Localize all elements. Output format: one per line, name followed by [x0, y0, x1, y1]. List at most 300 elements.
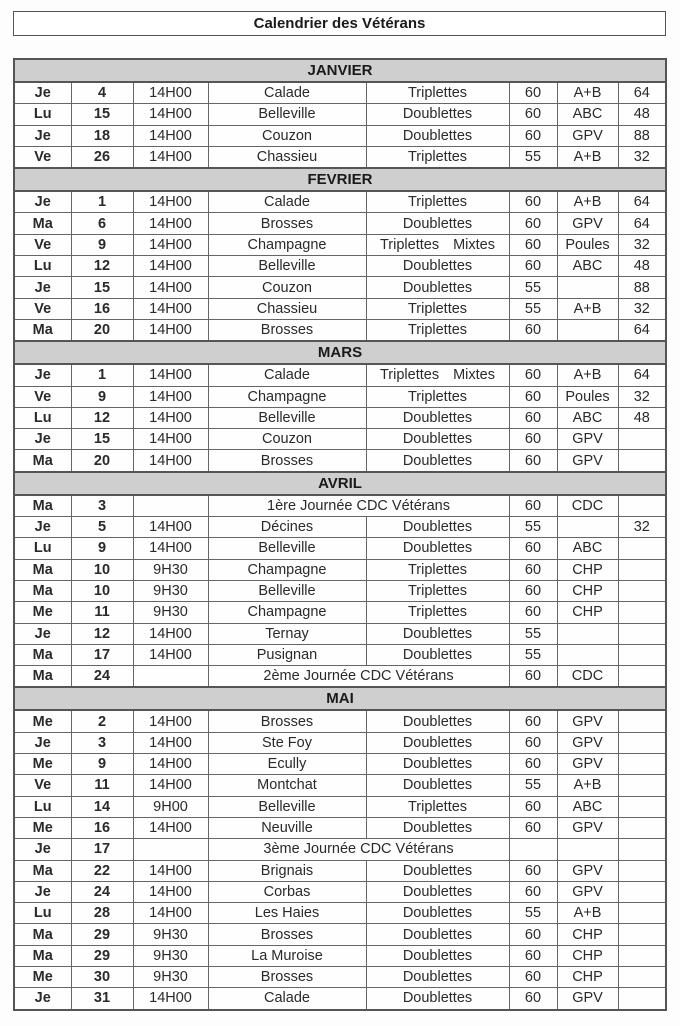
age-category-cell: 55: [509, 623, 557, 644]
day-cell: Ma: [14, 860, 71, 881]
type-cell: Doublettes: [366, 256, 509, 277]
event-row: [14, 775, 666, 796]
teams-cell: [618, 732, 666, 753]
type-cell: Doublettes: [366, 644, 509, 665]
type-cell: Doublettes: [366, 881, 509, 902]
age-category-cell: 60: [509, 450, 557, 472]
format-cell: GPV: [557, 881, 618, 902]
type-cell: Triplettes: [366, 602, 509, 623]
date-cell: 31: [71, 988, 133, 1010]
teams-cell: 48: [618, 104, 666, 125]
age-category-cell: 60: [509, 234, 557, 255]
day-cell: Ve: [14, 775, 71, 796]
age-category-cell: 60: [509, 429, 557, 450]
type-cell: Doublettes: [366, 710, 509, 732]
date-cell: 15: [71, 104, 133, 125]
date-cell: 9: [71, 234, 133, 255]
type-cell: Doublettes: [366, 903, 509, 924]
date-cell: 3: [71, 495, 133, 517]
day-cell: Ma: [14, 213, 71, 234]
day-cell: Je: [14, 881, 71, 902]
time-cell: 14H00: [133, 213, 208, 234]
month-header-row: [14, 59, 666, 82]
teams-cell: [618, 860, 666, 881]
calendar-table: [13, 58, 667, 1011]
time-cell: 14H00: [133, 644, 208, 665]
format-cell: CHP: [557, 924, 618, 945]
type-cell: Doublettes: [366, 517, 509, 538]
event-row: [14, 559, 666, 580]
date-cell: 30: [71, 966, 133, 987]
age-category-cell: 60: [509, 966, 557, 987]
type-cell: Doublettes: [366, 988, 509, 1010]
event-row: [14, 580, 666, 601]
day-cell: Je: [14, 623, 71, 644]
time-cell: 14H00: [133, 623, 208, 644]
teams-cell: [618, 754, 666, 775]
type-cell: Doublettes: [366, 450, 509, 472]
date-cell: 18: [71, 125, 133, 146]
teams-cell: [618, 966, 666, 987]
age-category-cell: 60: [509, 125, 557, 146]
teams-cell: [618, 429, 666, 450]
format-cell: Poules: [557, 234, 618, 255]
place-cell: Ternay: [208, 623, 366, 644]
day-cell: Me: [14, 817, 71, 838]
teams-cell: 32: [618, 386, 666, 407]
type-cell: Triplettes Mixtes: [366, 234, 509, 255]
format-cell: A+B: [557, 364, 618, 386]
time-cell: 14H00: [133, 710, 208, 732]
date-cell: 6: [71, 213, 133, 234]
time-cell: 9H30: [133, 966, 208, 987]
type-cell: Triplettes: [366, 191, 509, 213]
day-cell: Lu: [14, 407, 71, 428]
type-cell: Triplettes: [366, 580, 509, 601]
time-cell: 14H00: [133, 817, 208, 838]
month-name: FEVRIER: [14, 168, 666, 191]
day-cell: Ve: [14, 234, 71, 255]
day-cell: Lu: [14, 104, 71, 125]
place-cell: Montchat: [208, 775, 366, 796]
day-cell: Ma: [14, 559, 71, 580]
format-cell: CHP: [557, 966, 618, 987]
date-cell: 3: [71, 732, 133, 753]
time-cell: 14H00: [133, 125, 208, 146]
time-cell: [133, 666, 208, 688]
age-category-cell: 60: [509, 945, 557, 966]
day-cell: Me: [14, 966, 71, 987]
day-cell: Ma: [14, 580, 71, 601]
age-category-cell: 60: [509, 256, 557, 277]
format-cell: CHP: [557, 580, 618, 601]
time-cell: 14H00: [133, 429, 208, 450]
teams-cell: 32: [618, 298, 666, 319]
format-cell: [557, 623, 618, 644]
time-cell: 14H00: [133, 256, 208, 277]
place-cell: Belleville: [208, 538, 366, 559]
teams-cell: [618, 903, 666, 924]
date-cell: 17: [71, 839, 133, 860]
age-category-cell: 60: [509, 988, 557, 1010]
time-cell: 14H00: [133, 732, 208, 753]
month-header-row: [14, 168, 666, 191]
age-category-cell: 60: [509, 319, 557, 341]
age-category-cell: 60: [509, 710, 557, 732]
teams-cell: 64: [618, 364, 666, 386]
time-cell: 14H00: [133, 881, 208, 902]
month-name: AVRIL: [14, 472, 666, 495]
time-cell: 14H00: [133, 860, 208, 881]
event-row: [14, 538, 666, 559]
day-cell: Ma: [14, 644, 71, 665]
time-cell: 14H00: [133, 754, 208, 775]
age-category-cell: 60: [509, 559, 557, 580]
age-category-cell: 60: [509, 881, 557, 902]
format-cell: [557, 839, 618, 860]
type-cell: Triplettes: [366, 146, 509, 168]
day-cell: Me: [14, 754, 71, 775]
event-row: [14, 924, 666, 945]
teams-cell: [618, 710, 666, 732]
teams-cell: 64: [618, 213, 666, 234]
event-row: [14, 146, 666, 168]
teams-cell: [618, 881, 666, 902]
type-cell: Triplettes: [366, 386, 509, 407]
event-row: [14, 602, 666, 623]
teams-cell: [618, 644, 666, 665]
age-category-cell: 60: [509, 191, 557, 213]
event-row: [14, 319, 666, 341]
place-cell: Décines: [208, 517, 366, 538]
day-cell: Ve: [14, 386, 71, 407]
format-cell: [557, 517, 618, 538]
event-row: [14, 104, 666, 125]
type-cell: Doublettes: [366, 966, 509, 987]
format-cell: [557, 644, 618, 665]
format-cell: CHP: [557, 602, 618, 623]
place-cell: Calade: [208, 364, 366, 386]
teams-cell: 32: [618, 234, 666, 255]
age-category-cell: 60: [509, 666, 557, 688]
age-category-cell: 55: [509, 146, 557, 168]
event-row: [14, 429, 666, 450]
type-cell: Doublettes: [366, 754, 509, 775]
event-row: [14, 277, 666, 298]
age-category-cell: 60: [509, 754, 557, 775]
age-category-cell: 60: [509, 602, 557, 623]
time-cell: 14H00: [133, 988, 208, 1010]
date-cell: 17: [71, 644, 133, 665]
time-cell: 14H00: [133, 234, 208, 255]
age-category-cell: 55: [509, 517, 557, 538]
event-row: [14, 988, 666, 1010]
place-cell: La Muroise: [208, 945, 366, 966]
place-cell: Couzon: [208, 125, 366, 146]
day-cell: Ve: [14, 146, 71, 168]
day-cell: Je: [14, 839, 71, 860]
place-cell: Champagne: [208, 559, 366, 580]
teams-cell: [618, 775, 666, 796]
age-category-cell: 60: [509, 796, 557, 817]
age-category-cell: 55: [509, 775, 557, 796]
teams-cell: [618, 602, 666, 623]
type-cell: Doublettes: [366, 945, 509, 966]
format-cell: CDC: [557, 495, 618, 517]
day-cell: Je: [14, 988, 71, 1010]
time-cell: 14H00: [133, 319, 208, 341]
day-cell: Lu: [14, 903, 71, 924]
day-cell: Je: [14, 429, 71, 450]
type-cell: Doublettes: [366, 924, 509, 945]
place-cell: Brosses: [208, 319, 366, 341]
day-cell: Ve: [14, 298, 71, 319]
place-cell: Champagne: [208, 234, 366, 255]
date-cell: 9: [71, 538, 133, 559]
time-cell: 14H00: [133, 386, 208, 407]
calendar-body: [14, 59, 666, 1010]
event-row: [14, 407, 666, 428]
type-cell: Doublettes: [366, 213, 509, 234]
format-cell: [557, 319, 618, 341]
age-category-cell: 60: [509, 860, 557, 881]
event-row: [14, 966, 666, 987]
place-cell: Belleville: [208, 407, 366, 428]
age-category-cell: 60: [509, 924, 557, 945]
date-cell: 10: [71, 580, 133, 601]
format-cell: CHP: [557, 945, 618, 966]
format-cell: GPV: [557, 450, 618, 472]
day-cell: Lu: [14, 796, 71, 817]
format-cell: GPV: [557, 817, 618, 838]
type-cell: Doublettes: [366, 775, 509, 796]
date-cell: 5: [71, 517, 133, 538]
day-cell: Je: [14, 732, 71, 753]
teams-cell: [618, 559, 666, 580]
time-cell: 14H00: [133, 903, 208, 924]
event-title-cell: 1ère Journée CDC Vétérans: [208, 495, 509, 517]
place-cell: Ecully: [208, 754, 366, 775]
age-category-cell: 55: [509, 277, 557, 298]
format-cell: Poules: [557, 386, 618, 407]
day-cell: Ma: [14, 450, 71, 472]
event-row: [14, 881, 666, 902]
day-cell: Ma: [14, 666, 71, 688]
day-cell: Me: [14, 602, 71, 623]
place-cell: Pusignan: [208, 644, 366, 665]
date-cell: 15: [71, 429, 133, 450]
time-cell: 14H00: [133, 407, 208, 428]
date-cell: 12: [71, 407, 133, 428]
place-cell: Belleville: [208, 796, 366, 817]
place-cell: Couzon: [208, 429, 366, 450]
month-header-row: [14, 341, 666, 364]
day-cell: Je: [14, 191, 71, 213]
date-cell: 29: [71, 945, 133, 966]
time-cell: 14H00: [133, 82, 208, 104]
time-cell: 9H30: [133, 580, 208, 601]
teams-cell: [618, 580, 666, 601]
place-cell: Brosses: [208, 213, 366, 234]
date-cell: 22: [71, 860, 133, 881]
age-category-cell: 60: [509, 407, 557, 428]
type-cell: Triplettes Mixtes: [366, 364, 509, 386]
type-cell: Triplettes: [366, 298, 509, 319]
age-category-cell: 60: [509, 732, 557, 753]
place-cell: Champagne: [208, 386, 366, 407]
format-cell: GPV: [557, 429, 618, 450]
month-name: MARS: [14, 341, 666, 364]
format-cell: ABC: [557, 538, 618, 559]
date-cell: 24: [71, 666, 133, 688]
time-cell: 14H00: [133, 450, 208, 472]
teams-cell: [618, 988, 666, 1010]
age-category-cell: 60: [509, 82, 557, 104]
event-row: [14, 82, 666, 104]
teams-cell: 88: [618, 277, 666, 298]
place-cell: Chassieu: [208, 146, 366, 168]
date-cell: 20: [71, 450, 133, 472]
format-cell: GPV: [557, 710, 618, 732]
place-cell: Corbas: [208, 881, 366, 902]
place-cell: Belleville: [208, 256, 366, 277]
event-row: [14, 495, 666, 517]
event-row: [14, 623, 666, 644]
event-row: [14, 213, 666, 234]
format-cell: A+B: [557, 146, 618, 168]
event-row: [14, 817, 666, 838]
format-cell: GPV: [557, 213, 618, 234]
age-category-cell: 60: [509, 386, 557, 407]
age-category-cell: 60: [509, 364, 557, 386]
day-cell: Ma: [14, 319, 71, 341]
type-cell: Doublettes: [366, 104, 509, 125]
format-cell: A+B: [557, 191, 618, 213]
event-title-cell: 3ème Journée CDC Vétérans: [208, 839, 509, 860]
date-cell: 11: [71, 602, 133, 623]
place-cell: Ste Foy: [208, 732, 366, 753]
date-cell: 1: [71, 191, 133, 213]
day-cell: Ma: [14, 495, 71, 517]
day-cell: Je: [14, 364, 71, 386]
teams-cell: [618, 839, 666, 860]
teams-cell: [618, 817, 666, 838]
date-cell: 2: [71, 710, 133, 732]
place-cell: Calade: [208, 988, 366, 1010]
place-cell: Champagne: [208, 602, 366, 623]
date-cell: 15: [71, 277, 133, 298]
event-row: [14, 644, 666, 665]
teams-cell: 64: [618, 191, 666, 213]
format-cell: GPV: [557, 754, 618, 775]
date-cell: 10: [71, 559, 133, 580]
type-cell: Doublettes: [366, 623, 509, 644]
day-cell: Ma: [14, 945, 71, 966]
place-cell: Calade: [208, 82, 366, 104]
date-cell: 11: [71, 775, 133, 796]
place-cell: Neuville: [208, 817, 366, 838]
teams-cell: 64: [618, 319, 666, 341]
day-cell: Lu: [14, 256, 71, 277]
day-cell: Lu: [14, 538, 71, 559]
format-cell: A+B: [557, 82, 618, 104]
type-cell: Triplettes: [366, 82, 509, 104]
place-cell: Belleville: [208, 580, 366, 601]
teams-cell: 88: [618, 125, 666, 146]
date-cell: 24: [71, 881, 133, 902]
day-cell: Je: [14, 125, 71, 146]
month-name: JANVIER: [14, 59, 666, 82]
place-cell: Belleville: [208, 104, 366, 125]
time-cell: 14H00: [133, 146, 208, 168]
format-cell: ABC: [557, 104, 618, 125]
time-cell: 14H00: [133, 104, 208, 125]
time-cell: [133, 495, 208, 517]
place-cell: Brosses: [208, 966, 366, 987]
date-cell: 1: [71, 364, 133, 386]
event-row: [14, 860, 666, 881]
day-cell: Je: [14, 82, 71, 104]
teams-cell: [618, 945, 666, 966]
date-cell: 26: [71, 146, 133, 168]
place-cell: Brosses: [208, 710, 366, 732]
place-cell: Couzon: [208, 277, 366, 298]
format-cell: CDC: [557, 666, 618, 688]
type-cell: Doublettes: [366, 732, 509, 753]
time-cell: 9H30: [133, 924, 208, 945]
date-cell: 9: [71, 754, 133, 775]
event-row: [14, 839, 666, 860]
event-title-cell: 2ème Journée CDC Vétérans: [208, 666, 509, 688]
place-cell: Brignais: [208, 860, 366, 881]
teams-cell: [618, 796, 666, 817]
place-cell: Chassieu: [208, 298, 366, 319]
age-category-cell: 60: [509, 817, 557, 838]
place-cell: Calade: [208, 191, 366, 213]
event-row: [14, 666, 666, 688]
time-cell: 9H30: [133, 945, 208, 966]
event-row: [14, 234, 666, 255]
format-cell: A+B: [557, 903, 618, 924]
day-cell: Je: [14, 517, 71, 538]
time-cell: 14H00: [133, 364, 208, 386]
time-cell: 9H30: [133, 602, 208, 623]
teams-cell: [618, 538, 666, 559]
age-category-cell: 55: [509, 903, 557, 924]
type-cell: Doublettes: [366, 538, 509, 559]
format-cell: GPV: [557, 988, 618, 1010]
month-header-row: [14, 687, 666, 710]
format-cell: [557, 277, 618, 298]
format-cell: ABC: [557, 256, 618, 277]
age-category-cell: 60: [509, 495, 557, 517]
event-row: [14, 191, 666, 213]
teams-cell: 32: [618, 517, 666, 538]
type-cell: Doublettes: [366, 407, 509, 428]
time-cell: 14H00: [133, 298, 208, 319]
date-cell: 29: [71, 924, 133, 945]
event-row: [14, 125, 666, 146]
event-row: [14, 754, 666, 775]
time-cell: 14H00: [133, 538, 208, 559]
place-cell: Brosses: [208, 450, 366, 472]
time-cell: 14H00: [133, 277, 208, 298]
event-row: [14, 450, 666, 472]
format-cell: A+B: [557, 775, 618, 796]
teams-cell: 32: [618, 146, 666, 168]
event-row: [14, 903, 666, 924]
age-category-cell: 60: [509, 580, 557, 601]
